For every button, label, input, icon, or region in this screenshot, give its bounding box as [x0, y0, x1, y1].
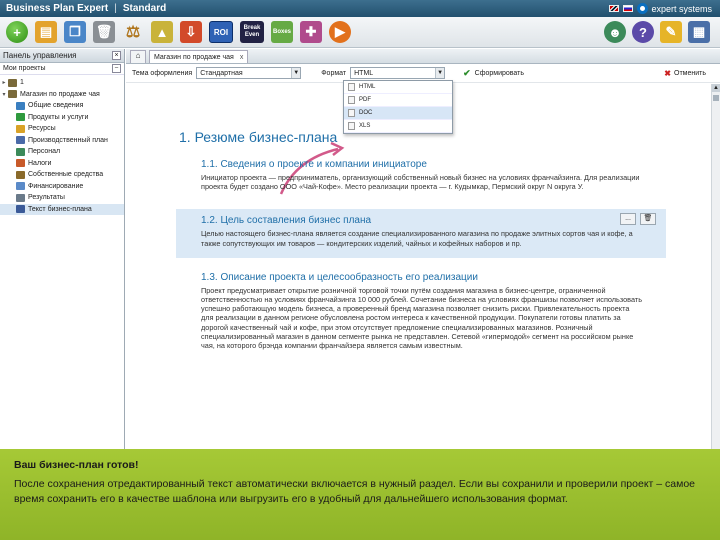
tree-item-resources[interactable]	[0, 123, 124, 135]
brand-logo	[637, 3, 712, 14]
delete-icon[interactable]: 🗑	[93, 21, 115, 43]
format-option-pdf[interactable]	[344, 94, 452, 107]
users-icon[interactable]: ☻	[604, 21, 626, 43]
document-section[interactable]	[176, 153, 666, 201]
chevron-down-icon[interactable]: ▼	[435, 68, 444, 78]
add-icon[interactable]: +	[6, 21, 28, 43]
option-label: XLS	[359, 123, 371, 129]
format-select[interactable]	[350, 67, 445, 79]
section-title: 1.2. Цель составления бизнес плана	[201, 215, 372, 227]
documents-icon[interactable]: ▦	[688, 21, 710, 43]
document-title: 1. Резюме бизнес-плана	[179, 129, 338, 145]
format-value: HTML	[354, 69, 374, 77]
tree-item-label: Производственный план	[28, 136, 108, 144]
edition-label: Standard	[122, 3, 167, 14]
tree-item-label: Персонал	[28, 148, 61, 156]
section-icon	[16, 113, 25, 121]
close-tab-icon[interactable]: x	[239, 53, 244, 61]
format-dropdown	[343, 80, 453, 134]
section-icon	[16, 171, 25, 179]
document-section-highlighted[interactable]	[176, 209, 666, 257]
cancel-label: Отменить	[674, 69, 706, 77]
edit-icon[interactable]: ✎	[660, 21, 682, 43]
play-icon[interactable]: ▶	[329, 21, 351, 43]
scroll-up-icon[interactable]: ▲	[713, 85, 719, 91]
tree-item-project-1[interactable]	[0, 77, 124, 89]
option-label: PDF	[359, 97, 371, 103]
tree-item-label: Ресурсы	[28, 125, 56, 133]
section-text: Проект предусматривает открытие розничной торговой точки путём создания магазина в бизнес-центре, ограниченной ответственностью на условиях франчайзинга 10 000 рублей. Сочетание бизнеса на условиях франшизы позволяет использовать успешно работающую модель бизнеса, а проверенный бренд магазина позволяет снизить риски. Привлекательность проекта для реализации в данном регионе обусловлена ростом интереса к качественной продукции. Покупатели готовы платить за дорогой качественный чай и кофе, при этом отсутствует предложение специализированных магазинов. Розничный специализированный магазин в данном сегменте рынка не представлен. Сетевой «гипермодой» сегмент на российском рынке чая, на которого брэнда компании франчайзера является самым известным.	[201, 285, 643, 351]
tree-item-products[interactable]	[0, 112, 124, 124]
confirm-icon[interactable]: ✔	[463, 67, 471, 78]
section-title: 1.1. Сведения о проекте и компании инициаторе	[201, 159, 427, 170]
delete-section-icon[interactable]: 🗑	[640, 213, 656, 225]
info-note	[0, 449, 720, 540]
tab-bar	[126, 49, 720, 64]
note-body: После сохранения отредактированный текст автоматически включается в нужный раздел. Если вы сохранили и проверили проект – самое время сохранить его в качестве шаблона или выгрузить его в удобный для дальнейшего использования формат.	[14, 478, 696, 505]
brand-logo-icon	[637, 3, 648, 14]
folder-icon[interactable]: ▤	[35, 21, 57, 43]
toolbar	[0, 17, 720, 48]
projects-title: Мои проекты	[3, 65, 46, 72]
copy-icon[interactable]: ❐	[64, 21, 86, 43]
template-value: Стандартная	[200, 69, 243, 77]
tree-item-tea-shop[interactable]	[0, 89, 124, 101]
section-title: 1.3. Описание проекта и целесообразность его реализации	[201, 271, 478, 283]
boxes-icon[interactable]: Boxes	[271, 21, 293, 43]
close-panel-icon[interactable]: ×	[112, 51, 121, 60]
file-icon	[348, 83, 355, 91]
option-label: DOC	[359, 110, 373, 116]
edit-section-button[interactable]: ...	[620, 213, 636, 225]
section-icon	[16, 194, 25, 202]
template-label: Тема оформления	[132, 69, 193, 77]
business-plan-document	[176, 129, 666, 360]
tree-item-general-info[interactable]	[0, 100, 124, 112]
section-icon	[16, 102, 25, 110]
collapse-projects-icon[interactable]: –	[112, 64, 121, 73]
tree-item-label: Общие сведения	[28, 102, 84, 110]
tree-item-own-funds[interactable]	[0, 169, 124, 181]
brand-name: expert systems	[651, 3, 712, 14]
tree-item-financing[interactable]	[0, 181, 124, 193]
tree-item-taxes[interactable]	[0, 158, 124, 170]
section-icon	[16, 125, 25, 133]
section-icon	[16, 205, 25, 213]
section-text: Инициатор проекта — предприниматель, организующий собственный новый бизнес на условиях франчайзинга. Для реализации проекта будет создано ООО «Чай-Кофе». Место реализации проекта — г. Кудымкар, Пермский округ N округа У.	[201, 173, 640, 192]
main-area	[126, 49, 720, 449]
expand-icon[interactable]: ▸	[2, 80, 6, 87]
english-flag-icon[interactable]	[609, 5, 619, 12]
chevron-down-icon[interactable]: ▼	[291, 68, 300, 78]
app-name: Business Plan Expert	[6, 3, 109, 14]
roi-icon[interactable]: ROI	[209, 21, 233, 43]
file-icon	[348, 96, 355, 104]
section-icon	[16, 136, 25, 144]
tree-item-label: Магазин по продаже чая	[20, 90, 100, 98]
format-option-html[interactable]	[344, 81, 452, 94]
tree-item-results[interactable]	[0, 192, 124, 204]
tree-item-label: Финансирование	[28, 182, 84, 190]
vertical-scrollbar[interactable]	[711, 84, 720, 449]
section-icon	[16, 148, 25, 156]
tree-item-production-plan[interactable]	[0, 135, 124, 147]
tree-item-label: 1	[20, 79, 24, 87]
dumbbell-icon[interactable]: ▲	[151, 21, 173, 43]
file-icon	[348, 109, 355, 117]
section-icon	[16, 182, 25, 190]
help-icon[interactable]: ?	[632, 21, 654, 43]
title-bar	[0, 0, 720, 17]
tree-item-business-plan-text[interactable]	[0, 204, 124, 216]
option-label: HTML	[359, 84, 376, 90]
puzzle-icon[interactable]: ✚	[300, 21, 322, 43]
russian-flag-icon[interactable]	[623, 5, 633, 12]
section-text: Целью настоящего бизнес-плана является создание специализированного магазина по продаже элитных сортов чая и кофе, а также сопутствующих им товаров — кондитерских изделий, чайных и кофейных наборов и пр.	[201, 229, 633, 248]
projects-header	[0, 63, 124, 75]
export-icon[interactable]: ⇩	[180, 21, 202, 43]
tree-item-label: Налоги	[28, 159, 52, 167]
control-panel-title: Панель управления	[3, 51, 77, 60]
scales-icon[interactable]: ⚖	[125, 24, 141, 41]
cancel-button[interactable]	[664, 69, 706, 78]
project-icon	[8, 79, 17, 87]
tree-item-staff[interactable]	[0, 146, 124, 158]
section-icon	[16, 159, 25, 167]
project-tree	[0, 75, 124, 215]
scroll-thumb[interactable]	[713, 95, 719, 101]
tab-label: Магазин по продаже чая	[154, 53, 234, 61]
home-tab-icon[interactable]: ⌂	[130, 50, 146, 63]
control-panel-header	[0, 49, 124, 63]
cancel-icon: ✖	[664, 68, 671, 78]
note-title: Ваш бизнес-план готов!	[14, 459, 139, 471]
section-tools	[620, 213, 656, 225]
control-panel	[0, 49, 125, 449]
document-section[interactable]	[176, 266, 666, 360]
break-even-icon[interactable]: Break Even	[240, 21, 264, 43]
format-option-doc[interactable]	[344, 107, 452, 120]
project-icon	[8, 90, 17, 98]
tree-item-label: Продукты и услуги	[28, 113, 89, 121]
title-separator: |	[114, 3, 117, 14]
tree-item-label: Собственные средства	[28, 171, 104, 179]
tree-item-label: Текст бизнес-плана	[28, 205, 92, 213]
confirm-button[interactable]: Сформировать	[474, 69, 524, 77]
collapse-icon[interactable]: ▾	[2, 91, 6, 98]
format-label: Формат	[321, 69, 347, 77]
tab-tea-shop[interactable]	[149, 50, 248, 63]
template-select[interactable]	[196, 67, 301, 79]
tree-item-label: Результаты	[28, 194, 65, 202]
